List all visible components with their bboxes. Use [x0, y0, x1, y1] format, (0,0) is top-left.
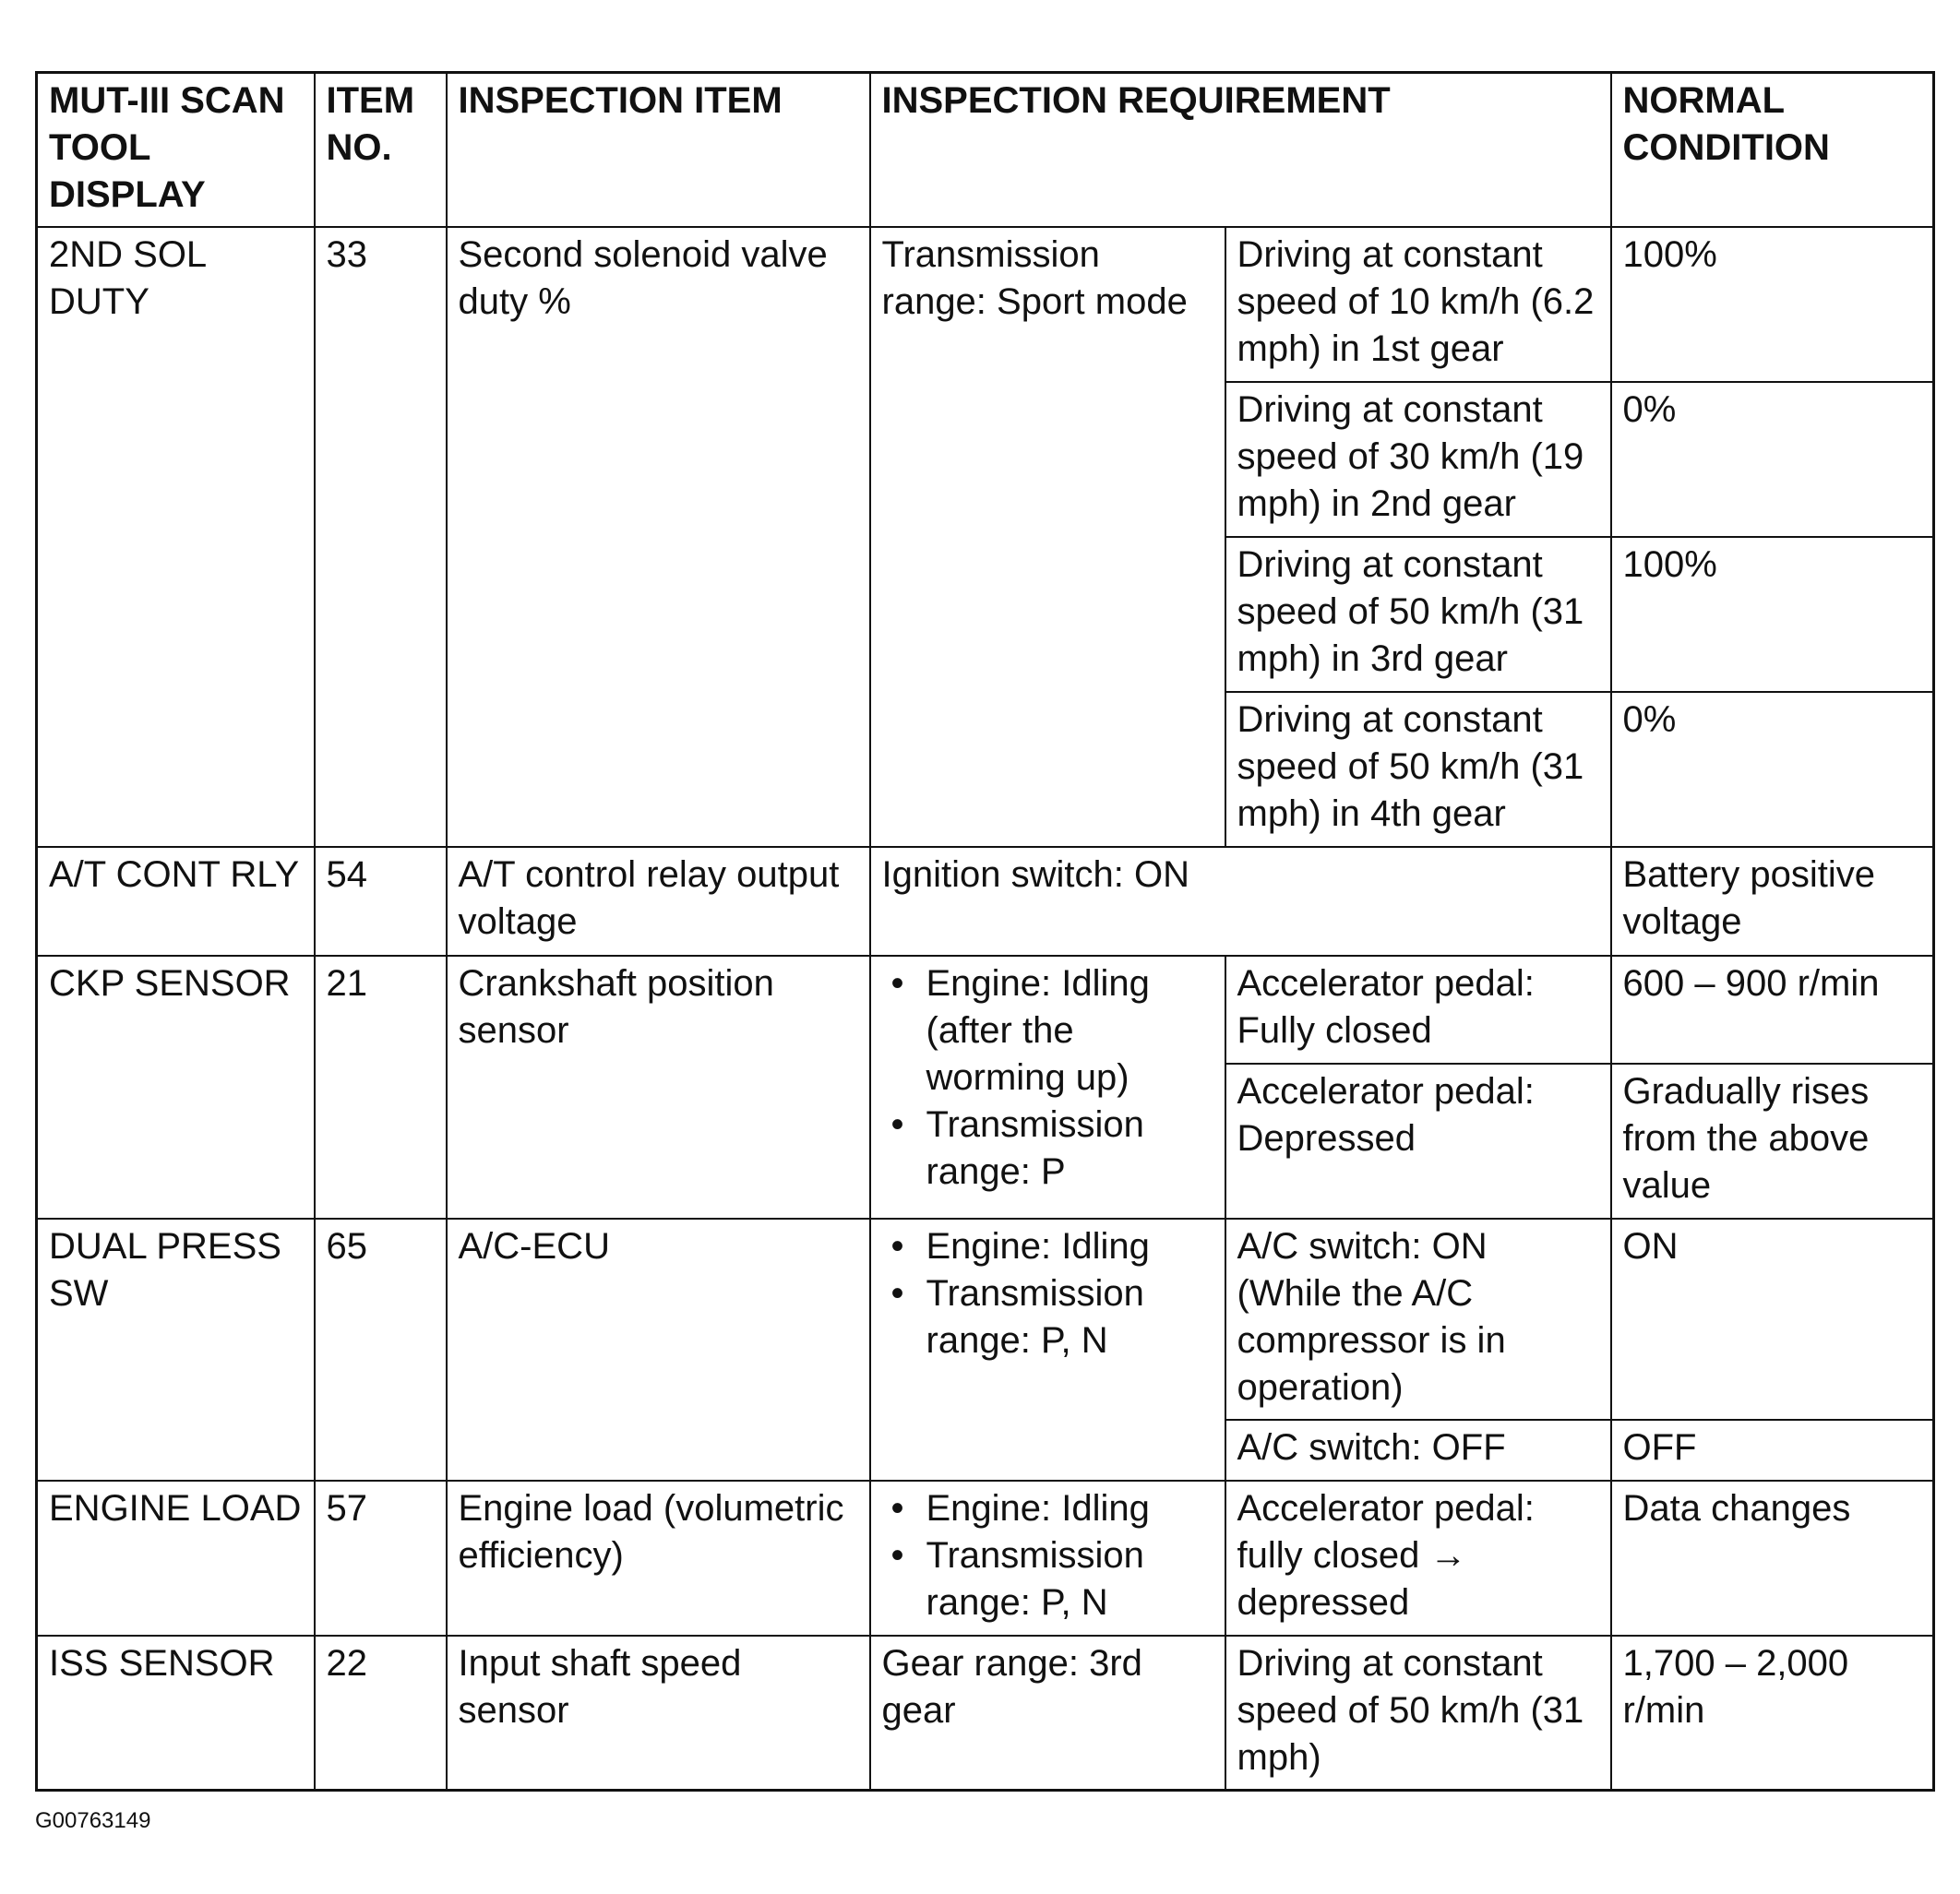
condition-cell: Accelerator pedal: Depressed	[1225, 1064, 1611, 1219]
requirement-cell: Transmission range: Sport mode	[870, 227, 1225, 847]
table-row	[37, 1636, 1934, 1791]
condition-cell: Accelerator pedal: fully closed → depressed	[1225, 1481, 1611, 1636]
item-no-cell: 21	[315, 956, 447, 1219]
header-inspection-requirement: INSPECTION REQUIREMENT	[870, 73, 1611, 227]
table-row	[37, 847, 1934, 956]
requirement-bullets	[882, 1485, 1213, 1626]
bullet-item: • Transmission range: P, N	[882, 1532, 1213, 1626]
display-cell: ENGINE LOAD	[37, 1481, 315, 1636]
requirement-cell	[870, 1481, 1225, 1636]
requirement-cell	[870, 1219, 1225, 1481]
table-row	[37, 956, 1934, 1064]
normal-cell: 100%	[1611, 227, 1934, 382]
table-row	[37, 1481, 1934, 1636]
table-row	[37, 227, 1934, 382]
requirement-cell: Gear range: 3rd gear	[870, 1636, 1225, 1791]
display-cell: A/T CONT RLY	[37, 847, 315, 956]
bullet-item: • Engine: Idling (after the worming up)	[882, 960, 1213, 1102]
bullet-item: • Transmission range: P	[882, 1102, 1213, 1196]
display-cell: CKP SENSOR	[37, 956, 315, 1219]
inspection-table	[35, 71, 1935, 1792]
header-normal-condition: NORMAL CONDITION	[1611, 73, 1934, 227]
condition-cell: A/C switch: ON (While the A/C compressor is in operation)	[1225, 1219, 1611, 1420]
bullet-item: • Engine: Idling	[882, 1223, 1213, 1270]
normal-cell: Data changes	[1611, 1481, 1934, 1636]
display-cell: ISS SENSOR	[37, 1636, 315, 1791]
header-inspection-item: INSPECTION ITEM	[447, 73, 870, 227]
header-display: MUT-III SCAN TOOL DISPLAY	[37, 73, 315, 227]
item-no-cell: 22	[315, 1636, 447, 1791]
inspection-item-cell: Engine load (volumetric efficiency)	[447, 1481, 870, 1636]
condition-cell: A/C switch: OFF	[1225, 1420, 1611, 1481]
normal-cell: ON	[1611, 1219, 1934, 1420]
requirement-bullets	[882, 1223, 1213, 1364]
condition-cell: Driving at constant speed of 30 km/h (19 mph) in 2nd gear	[1225, 382, 1611, 537]
condition-cell: Driving at constant speed of 10 km/h (6.2 mph) in 1st gear	[1225, 227, 1611, 382]
normal-cell: Gradually rises from the above value	[1611, 1064, 1934, 1219]
figure-id: G00763149	[35, 1808, 151, 1833]
display-cell: DUAL PRESS SW	[37, 1219, 315, 1481]
requirement-cell	[870, 956, 1225, 1219]
item-no-cell: 57	[315, 1481, 447, 1636]
inspection-item-cell: Crankshaft position sensor	[447, 956, 870, 1219]
table-row	[37, 1219, 1934, 1420]
header-row	[37, 73, 1934, 227]
inspection-item-cell: A/T control relay output voltage	[447, 847, 870, 956]
inspection-item-cell: A/C-ECU	[447, 1219, 870, 1481]
normal-cell: OFF	[1611, 1420, 1934, 1481]
normal-cell: 0%	[1611, 692, 1934, 847]
item-no-cell: 33	[315, 227, 447, 847]
item-no-cell: 65	[315, 1219, 447, 1481]
display-cell: 2ND SOL DUTY	[37, 227, 315, 847]
inspection-item-cell: Second solenoid valve duty %	[447, 227, 870, 847]
item-no-cell: 54	[315, 847, 447, 956]
bullet-item: • Transmission range: P, N	[882, 1270, 1213, 1364]
header-item-no: ITEM NO.	[315, 73, 447, 227]
normal-cell: 100%	[1611, 537, 1934, 692]
normal-cell: 600 – 900 r/min	[1611, 956, 1934, 1064]
condition-cell: Driving at constant speed of 50 km/h (31 mph) in 3rd gear	[1225, 537, 1611, 692]
condition-cell: Driving at constant speed of 50 km/h (31 mph) in 4th gear	[1225, 692, 1611, 847]
normal-cell: Battery positive voltage	[1611, 847, 1934, 956]
condition-cell: Accelerator pedal: Fully closed	[1225, 956, 1611, 1064]
normal-cell: 1,700 – 2,000 r/min	[1611, 1636, 1934, 1791]
requirement-cell: Ignition switch: ON	[870, 847, 1611, 956]
requirement-bullets	[882, 960, 1213, 1196]
inspection-item-cell: Input shaft speed sensor	[447, 1636, 870, 1791]
bullet-item: • Engine: Idling	[882, 1485, 1213, 1532]
condition-cell: Driving at constant speed of 50 km/h (31 mph)	[1225, 1636, 1611, 1791]
normal-cell: 0%	[1611, 382, 1934, 537]
